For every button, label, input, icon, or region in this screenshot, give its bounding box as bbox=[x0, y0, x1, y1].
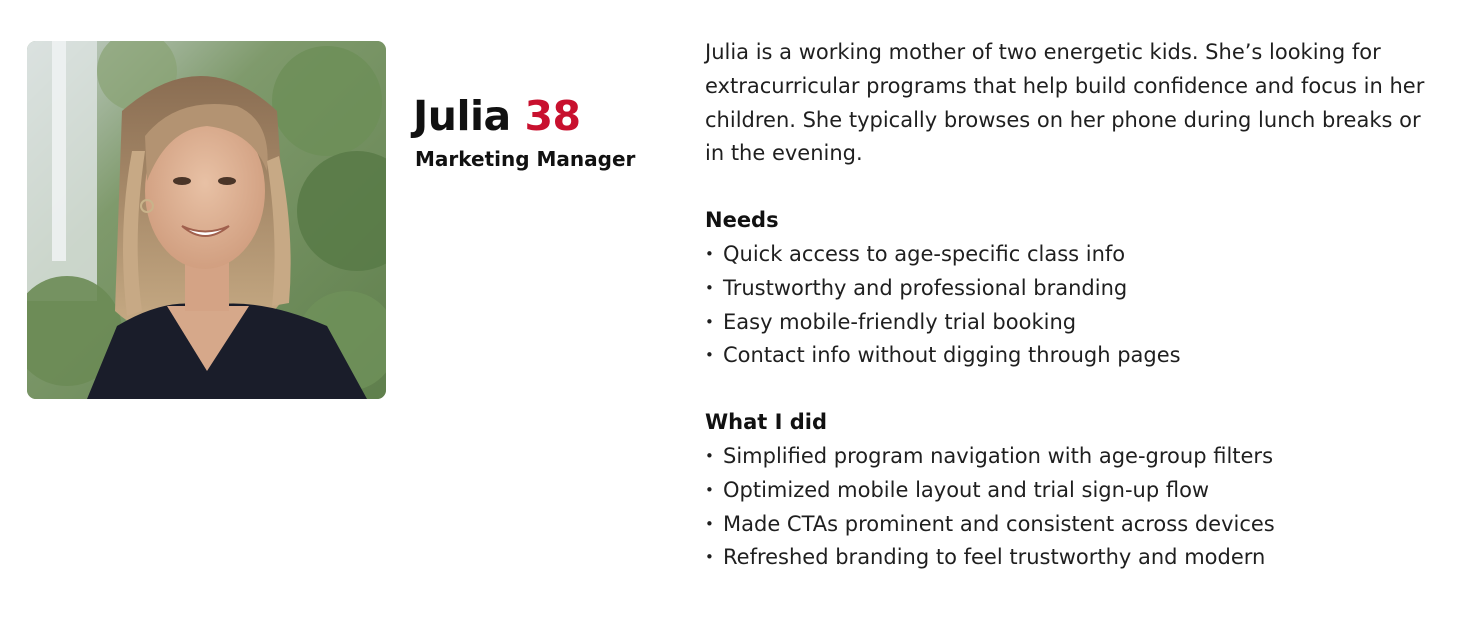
needs-list bbox=[705, 238, 1445, 373]
persona-bio: Julia is a working mother of two energetic kids. She’s looking for extracurricular programs that help build confidence and focus in her children. She typically browses on her phone during lunch breaks or in the evening. bbox=[705, 40, 1425, 166]
needs-item: • Quick access to age-specific class info bbox=[705, 238, 1445, 272]
needs-item: • Contact info without digging through pages bbox=[705, 339, 1445, 373]
what-i-did-list bbox=[705, 440, 1445, 575]
persona-identity bbox=[413, 92, 683, 171]
persona-name: Julia bbox=[413, 92, 511, 140]
what-i-did-item: • Refreshed branding to feel trustworthy and modern bbox=[705, 541, 1445, 575]
persona-role: Marketing Manager bbox=[415, 147, 636, 171]
portrait-illustration bbox=[27, 41, 386, 399]
persona-photo bbox=[27, 41, 386, 399]
what-i-did-heading: What I did bbox=[705, 410, 828, 435]
what-i-did-item: • Simplified program navigation with age-group filters bbox=[705, 440, 1445, 474]
needs-heading: Needs bbox=[705, 208, 779, 233]
persona-name-line bbox=[413, 92, 683, 140]
persona-details bbox=[705, 36, 1445, 575]
needs-item: • Trustworthy and professional branding bbox=[705, 272, 1445, 306]
what-i-did-item: • Made CTAs prominent and consistent across devices bbox=[705, 508, 1445, 542]
persona-age: 38 bbox=[524, 92, 581, 140]
what-i-did-item: • Optimized mobile layout and trial sign-up flow bbox=[705, 474, 1445, 508]
needs-item: • Easy mobile-friendly trial booking bbox=[705, 306, 1445, 340]
